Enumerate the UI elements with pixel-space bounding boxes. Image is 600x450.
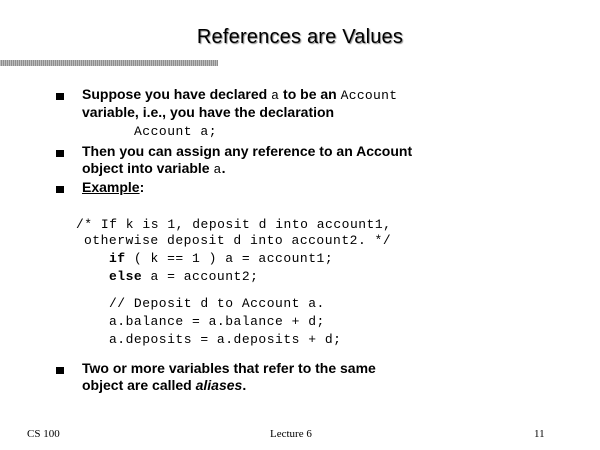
declaration-code: Account a; bbox=[134, 124, 218, 139]
code-var: a bbox=[271, 88, 280, 103]
code-comment: // Deposit d to Account a. bbox=[109, 296, 325, 311]
bullet-marker bbox=[56, 93, 64, 100]
bullet-line: variable, i.e., you have the declaration bbox=[82, 104, 335, 120]
bullet-example bbox=[82, 179, 582, 196]
code-balance-line: a.balance = a.balance + d; bbox=[109, 314, 325, 329]
bullet-text: to be an bbox=[279, 86, 341, 102]
footer-page-number: 11 bbox=[534, 428, 545, 440]
keyword-if: if bbox=[109, 251, 126, 266]
footer-lecture: Lecture 6 bbox=[270, 428, 312, 440]
bullet-marker bbox=[56, 186, 64, 193]
bullet-assign bbox=[82, 143, 582, 178]
bullet-text: . bbox=[242, 377, 247, 393]
code-if-line bbox=[109, 251, 333, 267]
code-text: ( k == 1 ) a = account1; bbox=[125, 251, 334, 266]
bullet-declaration bbox=[82, 86, 582, 121]
code-var: a bbox=[213, 162, 222, 177]
code-deposits-line: a.deposits = a.deposits + d; bbox=[109, 332, 342, 347]
aliases-term: aliases bbox=[195, 377, 243, 393]
keyword-else: else bbox=[109, 269, 143, 284]
bullet-line: Then you can assign any reference to an Account bbox=[82, 143, 413, 159]
code-text: a = account2; bbox=[142, 269, 259, 284]
bullet-text: Suppose you have declared bbox=[82, 86, 272, 102]
code-comment: /* If k is 1, deposit d into account1, bbox=[76, 217, 392, 232]
code-else-line bbox=[109, 269, 258, 285]
bullet-text: object are called bbox=[82, 377, 196, 393]
slide-title: References are Values bbox=[196, 26, 404, 48]
bullet-text: : bbox=[139, 179, 145, 195]
bullet-line: Two or more variables that refer to the same bbox=[82, 360, 376, 376]
footer-course: CS 100 bbox=[27, 428, 60, 440]
bullet-line bbox=[82, 86, 582, 104]
bullet-aliases bbox=[82, 360, 582, 394]
bullet-line bbox=[82, 160, 582, 178]
title-divider bbox=[0, 60, 218, 66]
bullet-marker bbox=[56, 150, 64, 157]
bullet-text: object into variable bbox=[82, 160, 214, 176]
bullet-marker bbox=[56, 367, 64, 374]
bullet-line bbox=[82, 377, 582, 394]
bullet-text: . bbox=[221, 160, 226, 176]
code-comment: otherwise deposit d into account2. */ bbox=[84, 233, 392, 248]
code-type: Account bbox=[340, 88, 398, 103]
example-label: Example bbox=[82, 179, 140, 195]
